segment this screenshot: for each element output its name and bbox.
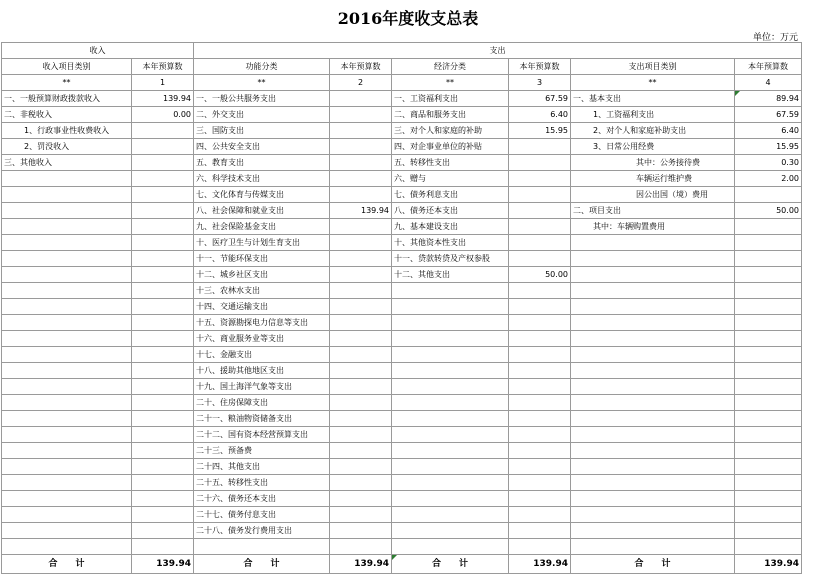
economic-item (392, 299, 509, 315)
income-value (132, 523, 194, 539)
expense-item: 车辆运行维护费 (571, 171, 735, 187)
table-row (2, 507, 802, 523)
table-row (2, 459, 802, 475)
income-value (132, 187, 194, 203)
income-item (2, 347, 132, 363)
function-value (330, 443, 392, 459)
expense-item (571, 267, 735, 283)
expense-item (571, 491, 735, 507)
income-value (132, 507, 194, 523)
income-value (132, 235, 194, 251)
economic-value (509, 219, 571, 235)
economic-item: 四、对企事业单位的补贴 (392, 139, 509, 155)
economic-item: 八、债务还本支出 (392, 203, 509, 219)
economic-item: 五、转移性支出 (392, 155, 509, 171)
economic-item: 十一、贷款转贷及产权参股 (392, 251, 509, 267)
expense-value (735, 523, 802, 539)
function-item: 八、社会保障和就业支出 (194, 203, 330, 219)
economic-value (509, 203, 571, 219)
unit-label: 单位：万元 (752, 33, 798, 43)
function-item: 二十二、国有资本经营预算支出 (194, 427, 330, 443)
expense-item (571, 459, 735, 475)
income-value (132, 395, 194, 411)
economic-item (392, 507, 509, 523)
income-value (132, 347, 194, 363)
income-value (132, 379, 194, 395)
table-row (2, 411, 802, 427)
expense-item (571, 283, 735, 299)
total-economic: 139.94 (509, 555, 571, 574)
economic-value (509, 491, 571, 507)
function-value (330, 491, 392, 507)
income-item (2, 523, 132, 539)
function-item: 二十五、转移性支出 (194, 475, 330, 491)
function-value (330, 187, 392, 203)
table-row (2, 523, 802, 539)
table-row (2, 107, 802, 123)
function-item: 十七、金融支出 (194, 347, 330, 363)
income-item (2, 299, 132, 315)
expense-item: 一、基本支出 (571, 91, 735, 107)
expense-value (735, 539, 802, 555)
income-item (2, 363, 132, 379)
expense-value (735, 347, 802, 363)
income-item (2, 411, 132, 427)
function-item: 三、国防支出 (194, 123, 330, 139)
table-row (2, 155, 802, 171)
economic-value (509, 155, 571, 171)
function-value: 139.94 (330, 203, 392, 219)
function-item: 七、文化体育与传媒支出 (194, 187, 330, 203)
function-item: 二十四、其他支出 (194, 459, 330, 475)
income-value (132, 539, 194, 555)
income-item (2, 171, 132, 187)
col-number: 4 (735, 75, 802, 91)
table-row (2, 123, 802, 139)
function-item: 二十三、预备费 (194, 443, 330, 459)
function-value (330, 539, 392, 555)
income-item: 二、非税收入 (2, 107, 132, 123)
col-expense-category: 支出项目类别 (571, 59, 735, 75)
expense-item (571, 363, 735, 379)
function-value (330, 251, 392, 267)
function-item: 一、一般公共服务支出 (194, 91, 330, 107)
economic-item: 二、商品和服务支出 (392, 107, 509, 123)
function-item: 六、科学技术支出 (194, 171, 330, 187)
expense-item (571, 539, 735, 555)
income-item (2, 395, 132, 411)
table-row (2, 251, 802, 267)
table-row (2, 315, 802, 331)
income-value (132, 331, 194, 347)
col-number: 1 (132, 75, 194, 91)
economic-value: 50.00 (509, 267, 571, 283)
expense-item (571, 331, 735, 347)
function-item: 九、社会保险基金支出 (194, 219, 330, 235)
table-row (2, 91, 802, 107)
function-value (330, 379, 392, 395)
economic-item (392, 475, 509, 491)
expense-item: 2、对个人和家庭补助支出 (571, 123, 735, 139)
function-item: 十六、商业服务业等支出 (194, 331, 330, 347)
expense-item (571, 523, 735, 539)
function-value (330, 347, 392, 363)
income-value (132, 203, 194, 219)
function-value (330, 315, 392, 331)
income-value (132, 299, 194, 315)
function-value (330, 219, 392, 235)
income-item (2, 379, 132, 395)
expense-value (735, 187, 802, 203)
income-value (132, 251, 194, 267)
economic-value (509, 187, 571, 203)
expense-item (571, 251, 735, 267)
function-item: 十五、资源勘探电力信息等支出 (194, 315, 330, 331)
expense-value (735, 395, 802, 411)
expense-value (735, 267, 802, 283)
total-income: 139.94 (132, 555, 194, 574)
function-value (330, 523, 392, 539)
economic-item (392, 411, 509, 427)
income-value (132, 123, 194, 139)
economic-item (392, 363, 509, 379)
economic-value (509, 235, 571, 251)
report-title: 2016年度收支总表 (337, 9, 479, 28)
economic-value (509, 459, 571, 475)
expense-item (571, 427, 735, 443)
income-item: 1、行政事业性收费收入 (2, 123, 132, 139)
economic-value (509, 379, 571, 395)
expense-item: 因公出国（境）费用 (571, 187, 735, 203)
star-cell: ** (571, 75, 735, 91)
table-row (2, 283, 802, 299)
expense-value (735, 235, 802, 251)
expense-item (571, 395, 735, 411)
expense-item: 二、项目支出 (571, 203, 735, 219)
col-number: 2 (330, 75, 392, 91)
table-row (2, 491, 802, 507)
expense-value (735, 363, 802, 379)
table-row (2, 331, 802, 347)
star-cell: ** (392, 75, 509, 91)
economic-value (509, 331, 571, 347)
income-value (132, 283, 194, 299)
expense-value: 89.94 (735, 91, 802, 107)
function-item: 十四、交通运输支出 (194, 299, 330, 315)
economic-value (509, 315, 571, 331)
income-value (132, 171, 194, 187)
income-item (2, 267, 132, 283)
income-item: 一、一般预算财政拨款收入 (2, 91, 132, 107)
income-item (2, 427, 132, 443)
expense-item: 其中：公务接待费 (571, 155, 735, 171)
star-cell: ** (194, 75, 330, 91)
col-function: 功能分类 (194, 59, 330, 75)
income-value (132, 491, 194, 507)
total-label: 合 计 (571, 555, 735, 574)
economic-item (392, 331, 509, 347)
economic-item (392, 283, 509, 299)
income-value (132, 443, 194, 459)
economic-item (392, 395, 509, 411)
expense-header: 支出 (194, 43, 802, 59)
function-value (330, 299, 392, 315)
function-value (330, 235, 392, 251)
income-value (132, 139, 194, 155)
function-value (330, 475, 392, 491)
expense-value (735, 443, 802, 459)
total-expense: 139.94 (735, 555, 802, 574)
table-row (2, 219, 802, 235)
economic-value: 67.59 (509, 91, 571, 107)
function-item: 二十七、债务付息支出 (194, 507, 330, 523)
income-item (2, 331, 132, 347)
economic-value (509, 475, 571, 491)
function-value (330, 139, 392, 155)
function-value (330, 395, 392, 411)
income-item (2, 203, 132, 219)
economic-value (509, 347, 571, 363)
function-value (330, 331, 392, 347)
function-item: 十三、农林水支出 (194, 283, 330, 299)
economic-item: 七、债务利息支出 (392, 187, 509, 203)
expense-value: 6.40 (735, 123, 802, 139)
economic-item (392, 379, 509, 395)
function-item: 二十六、债务还本支出 (194, 491, 330, 507)
expense-item (571, 299, 735, 315)
function-value (330, 507, 392, 523)
function-item: 十、医疗卫生与计划生育支出 (194, 235, 330, 251)
function-item: 二十、住房保障支出 (194, 395, 330, 411)
economic-value: 6.40 (509, 107, 571, 123)
function-value (330, 171, 392, 187)
col-income-category: 收入项目类别 (2, 59, 132, 75)
total-label: 合 计 (2, 555, 132, 574)
income-value (132, 315, 194, 331)
table-row (2, 203, 802, 219)
expense-value (735, 251, 802, 267)
economic-value (509, 539, 571, 555)
table-row (2, 427, 802, 443)
function-value (330, 411, 392, 427)
economic-item (392, 443, 509, 459)
income-item (2, 507, 132, 523)
economic-value (509, 427, 571, 443)
income-item: 2、罚没收入 (2, 139, 132, 155)
income-item: 三、其他收入 (2, 155, 132, 171)
table-row (2, 475, 802, 491)
star-cell: ** (2, 75, 132, 91)
table-row (2, 171, 802, 187)
income-item (2, 235, 132, 251)
expense-item (571, 411, 735, 427)
income-value (132, 363, 194, 379)
economic-item: 十二、其他支出 (392, 267, 509, 283)
function-value (330, 267, 392, 283)
economic-item (392, 459, 509, 475)
table-row (2, 443, 802, 459)
economic-value (509, 443, 571, 459)
expense-item (571, 443, 735, 459)
income-value (132, 267, 194, 283)
income-item (2, 539, 132, 555)
expense-value (735, 475, 802, 491)
function-value (330, 123, 392, 139)
expense-value: 67.59 (735, 107, 802, 123)
economic-item (392, 315, 509, 331)
income-value (132, 427, 194, 443)
economic-item: 三、对个人和家庭的补助 (392, 123, 509, 139)
col-expense-budget: 本年预算数 (735, 59, 802, 75)
economic-item: 九、基本建设支出 (392, 219, 509, 235)
function-item: 十八、援助其他地区支出 (194, 363, 330, 379)
function-item: 二十八、债务发行费用支出 (194, 523, 330, 539)
expense-item (571, 379, 735, 395)
function-item: 二十一、粮油物资储备支出 (194, 411, 330, 427)
function-item: 十一、节能环保支出 (194, 251, 330, 267)
income-item (2, 315, 132, 331)
expense-item (571, 235, 735, 251)
economic-value (509, 411, 571, 427)
expense-value (735, 411, 802, 427)
table-row (2, 235, 802, 251)
expense-item (571, 507, 735, 523)
col-income-budget: 本年预算数 (132, 59, 194, 75)
economic-item (392, 491, 509, 507)
col-economic-budget: 本年预算数 (509, 59, 571, 75)
expense-item (571, 347, 735, 363)
income-value (132, 411, 194, 427)
col-function-budget: 本年预算数 (330, 59, 392, 75)
function-item: 二、外交支出 (194, 107, 330, 123)
expense-value (735, 299, 802, 315)
total-row (2, 555, 802, 574)
function-value (330, 107, 392, 123)
economic-item (392, 539, 509, 555)
income-item (2, 491, 132, 507)
function-value (330, 427, 392, 443)
function-item: 十九、国土海洋气象等支出 (194, 379, 330, 395)
expense-value (735, 315, 802, 331)
table-row (2, 539, 802, 555)
economic-value (509, 283, 571, 299)
table-row (2, 139, 802, 155)
expense-value (735, 331, 802, 347)
expense-value: 2.00 (735, 171, 802, 187)
function-value (330, 459, 392, 475)
economic-item (392, 523, 509, 539)
function-item: 四、公共安全支出 (194, 139, 330, 155)
expense-item (571, 475, 735, 491)
table-row (2, 299, 802, 315)
function-value (330, 91, 392, 107)
table-row (2, 363, 802, 379)
income-item (2, 219, 132, 235)
col-number: 3 (509, 75, 571, 91)
income-item (2, 251, 132, 267)
economic-item: 六、赠与 (392, 171, 509, 187)
income-item (2, 187, 132, 203)
summary-table (1, 42, 802, 574)
table-row (2, 379, 802, 395)
col-economic: 经济分类 (392, 59, 509, 75)
expense-item (571, 315, 735, 331)
expense-value (735, 491, 802, 507)
expense-value (735, 379, 802, 395)
expense-item: 1、工资福利支出 (571, 107, 735, 123)
income-value (132, 219, 194, 235)
economic-value (509, 139, 571, 155)
economic-value (509, 507, 571, 523)
table-row (2, 267, 802, 283)
economic-value (509, 251, 571, 267)
total-label: 合 计 (392, 555, 509, 574)
function-value (330, 155, 392, 171)
economic-value (509, 299, 571, 315)
expense-value (735, 459, 802, 475)
expense-value: 0.30 (735, 155, 802, 171)
table-row (2, 187, 802, 203)
table-row (2, 395, 802, 411)
function-value (330, 363, 392, 379)
expense-value (735, 219, 802, 235)
income-item (2, 475, 132, 491)
economic-item: 十、其他资本性支出 (392, 235, 509, 251)
economic-value (509, 523, 571, 539)
economic-value (509, 171, 571, 187)
table-row (2, 347, 802, 363)
function-item: 五、教育支出 (194, 155, 330, 171)
total-label: 合 计 (194, 555, 330, 574)
expense-value: 15.95 (735, 139, 802, 155)
expense-item: 其中：车辆购置费用 (571, 219, 735, 235)
economic-value: 15.95 (509, 123, 571, 139)
expense-value (735, 427, 802, 443)
total-function: 139.94 (330, 555, 392, 574)
income-value: 139.94 (132, 91, 194, 107)
economic-item: 一、工资福利支出 (392, 91, 509, 107)
function-value (330, 283, 392, 299)
economic-value (509, 395, 571, 411)
income-header: 收入 (2, 43, 194, 59)
expense-value (735, 283, 802, 299)
income-item (2, 443, 132, 459)
economic-value (509, 363, 571, 379)
income-item (2, 459, 132, 475)
economic-item (392, 347, 509, 363)
function-item (194, 539, 330, 555)
expense-item: 3、日常公用经费 (571, 139, 735, 155)
income-value (132, 155, 194, 171)
income-value (132, 475, 194, 491)
income-item (2, 283, 132, 299)
income-value (132, 459, 194, 475)
expense-value: 50.00 (735, 203, 802, 219)
function-item: 十二、城乡社区支出 (194, 267, 330, 283)
income-value: 0.00 (132, 107, 194, 123)
expense-value (735, 507, 802, 523)
economic-item (392, 427, 509, 443)
